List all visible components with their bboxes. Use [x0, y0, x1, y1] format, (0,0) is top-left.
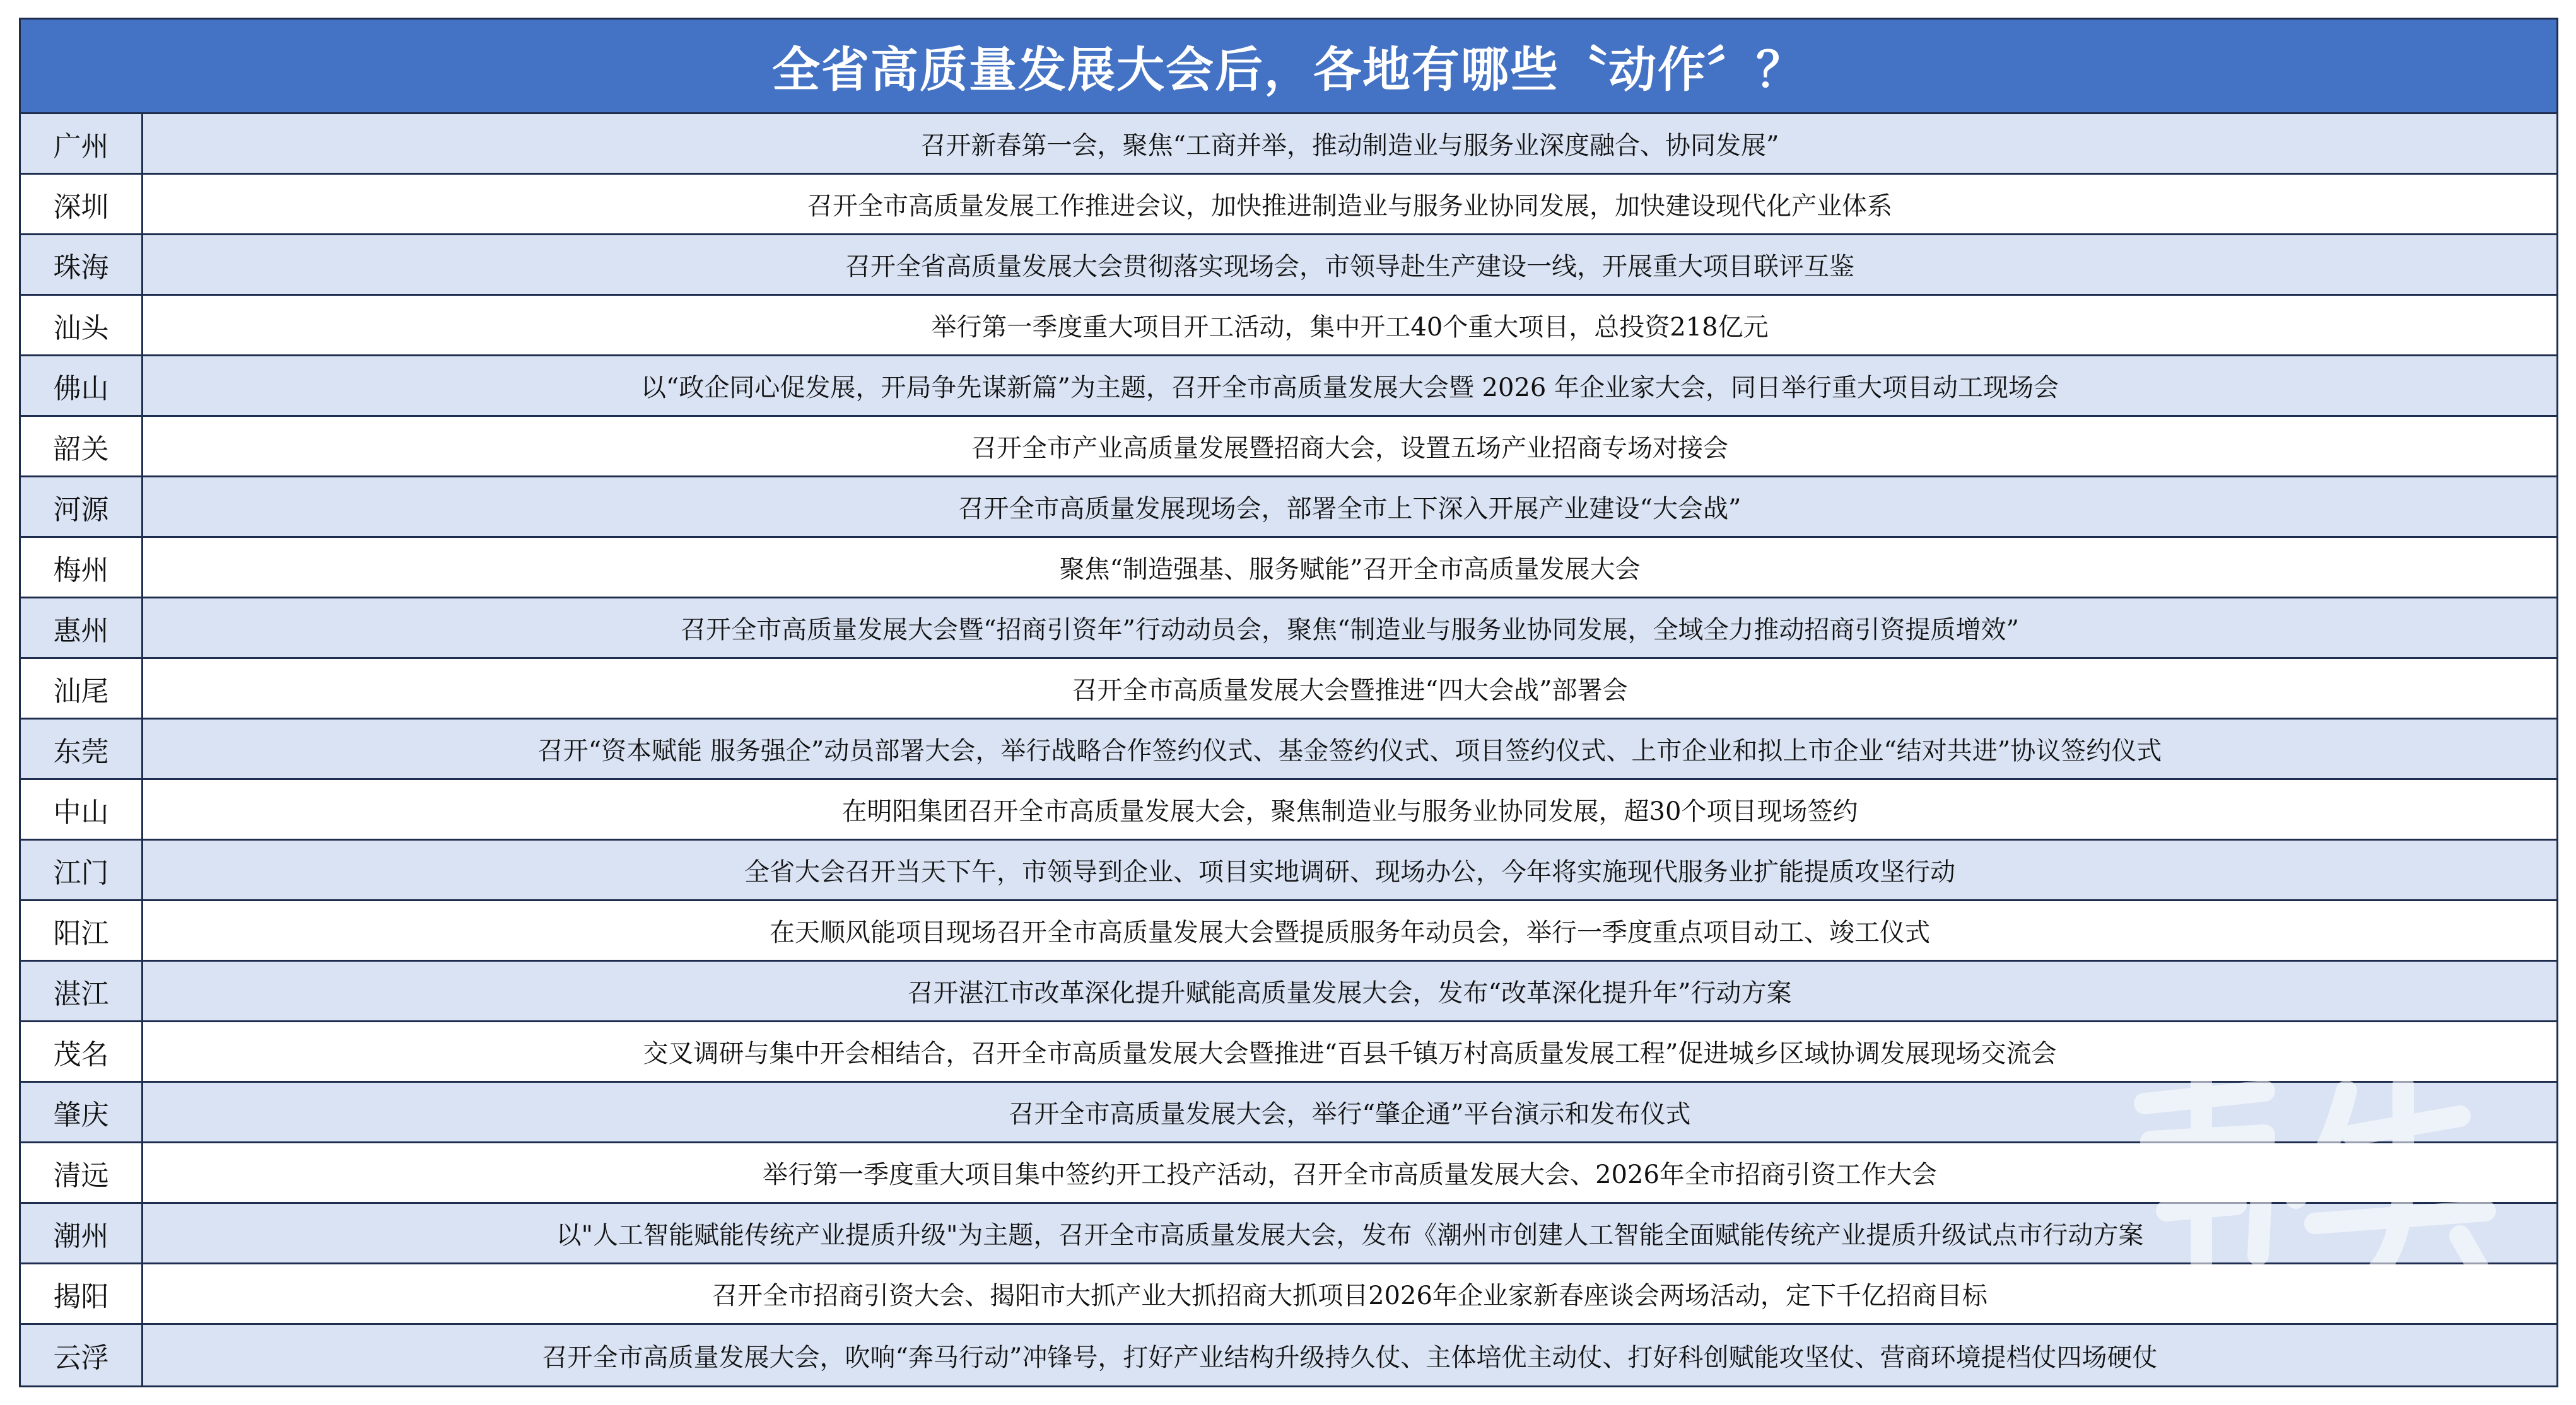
city-cell: 汕头	[21, 296, 143, 354]
table-title-bar	[21, 20, 2556, 114]
action-description-cell: 以“政企同心促发展，开局争先谋新篇”为主题，召开全市高质量发展大会暨 2026 年企业家大会，同日举行重大项目动工现场会	[640, 373, 2059, 402]
table-row	[21, 1022, 2556, 1083]
city-cell: 潮州	[21, 1204, 143, 1262]
action-description-cell: 交叉调研与集中开会相结合，召开全市高质量发展大会暨推进“百县千镇万村高质量发展工程”促进城乡区域协调发展现场交流会	[643, 1039, 2057, 1068]
city-cell: 珠海	[21, 235, 143, 294]
table-row	[21, 720, 2556, 780]
action-description-cell: 召开全市产业高质量发展暨招商大会，设置五场产业招商专场对接会	[971, 434, 1728, 463]
action-description-cell: 召开全市招商引资大会、揭阳市大抓产业大抓招商大抓项目2026年企业家新春座谈会两场活动，定下千亿招商目标	[712, 1281, 1988, 1310]
city-cell: 阳江	[21, 901, 143, 960]
city-cell: 广州	[21, 114, 143, 173]
action-description-cell: 召开湛江市改革深化提升赋能高质量发展大会，发布“改革深化提升年”行动方案	[908, 979, 1792, 1008]
action-description-cell: 聚焦“制造强基、服务赋能”召开全市高质量发展大会	[1059, 555, 1641, 584]
city-cell: 河源	[21, 477, 143, 536]
table-row	[21, 1325, 2556, 1385]
action-description-cell: 在明阳集团召开全市高质量发展大会，聚焦制造业与服务业协同发展，超30个项目现场签约	[841, 797, 1858, 826]
table-row	[21, 1264, 2556, 1325]
table-row	[21, 841, 2556, 901]
table-row	[21, 296, 2556, 356]
city-cell: 深圳	[21, 175, 143, 233]
action-description-cell: 召开全市高质量发展大会，举行“肇企通”平台演示和发布仪式	[1009, 1100, 1691, 1129]
city-cell: 云浮	[21, 1325, 143, 1385]
table-row	[21, 477, 2556, 538]
city-cell: 揭阳	[21, 1264, 143, 1323]
table-row	[21, 962, 2556, 1022]
table-row	[21, 901, 2556, 962]
action-description-cell: 全省大会召开当天下午，市领导到企业、项目实地调研、现场办公，今年将实施现代服务业扩能提质攻坚行动	[744, 858, 1955, 887]
table-row	[21, 175, 2556, 235]
city-cell: 茂名	[21, 1022, 143, 1081]
table-row	[21, 659, 2556, 720]
table-title: 全省高质量发展大会后，各地有哪些〝动作〞？	[772, 42, 1805, 98]
action-description-cell: 召开全市高质量发展现场会，部署全市上下深入开展产业建设“大会战”	[958, 494, 1742, 523]
table-body	[21, 114, 2556, 1385]
action-description-cell: 举行第一季度重大项目开工活动，集中开工40个重大项目，总投资218亿元	[931, 313, 1769, 342]
city-cell: 惠州	[21, 598, 143, 657]
city-cell: 湛江	[21, 962, 143, 1020]
table-row	[21, 114, 2556, 175]
action-description-cell: 举行第一季度重大项目集中签约开工投产活动，召开全市高质量发展大会、2026年全市招商引资工作大会	[763, 1160, 1937, 1189]
table-row	[21, 1083, 2556, 1143]
action-description-cell: 召开新春第一会，聚焦“工商并举，推动制造业与服务业深度融合、协同发展”	[920, 131, 1779, 160]
table-row	[21, 780, 2556, 841]
action-description-cell: 召开“资本赋能 服务强企”动员部署大会，举行战略合作签约仪式、基金签约仪式、项目签约仪式、上市企业和拟上市企业“结对共进”协议签约仪式	[537, 737, 2162, 766]
city-cell: 东莞	[21, 720, 143, 778]
table-row	[21, 1143, 2556, 1204]
city-cell: 汕尾	[21, 659, 143, 718]
table-row	[21, 1204, 2556, 1264]
table-row	[21, 356, 2556, 417]
city-cell: 中山	[21, 780, 143, 839]
action-description-cell: 召开全市高质量发展大会，吹响“奔马行动”冲锋号，打好产业结构升级持久仗、主体培优主动仗、打好科创赋能攻坚仗、营商环境提档仗四场硬仗	[542, 1343, 2158, 1372]
action-description-cell: 在天顺风能项目现场召开全市高质量发展大会暨提质服务年动员会，举行一季度重点项目动工、竣工仪式	[770, 918, 1930, 947]
table-row	[21, 538, 2556, 598]
city-cell: 佛山	[21, 356, 143, 415]
action-description-cell: 召开全市高质量发展大会暨“招商引资年”行动动员会，聚焦“制造业与服务业协同发展，全域全力推动招商引资提质增效”	[681, 615, 2019, 644]
actions-table	[19, 18, 2558, 1387]
city-cell: 肇庆	[21, 1083, 143, 1141]
city-cell: 江门	[21, 841, 143, 899]
table-row	[21, 235, 2556, 296]
action-description-cell: 以"人工智能赋能传统产业提质升级"为主题，召开全市高质量发展大会，发布《潮州市创建人工智能全面赋能传统产业提质升级试点市行动方案	[556, 1221, 2144, 1250]
action-description-cell: 召开全市高质量发展大会暨推进“四大会战”部署会	[1072, 676, 1628, 705]
table-row	[21, 417, 2556, 477]
city-cell: 梅州	[21, 538, 143, 597]
action-description-cell: 召开全市高质量发展工作推进会议，加快推进制造业与服务业协同发展，加快建设现代化产业体系	[807, 192, 1892, 221]
table-row	[21, 598, 2556, 659]
city-cell: 韶关	[21, 417, 143, 475]
city-cell: 清远	[21, 1143, 143, 1202]
action-description-cell: 召开全省高质量发展大会贯彻落实现场会，市领导赴生产建设一线，开展重大项目联评互鉴	[845, 252, 1854, 281]
